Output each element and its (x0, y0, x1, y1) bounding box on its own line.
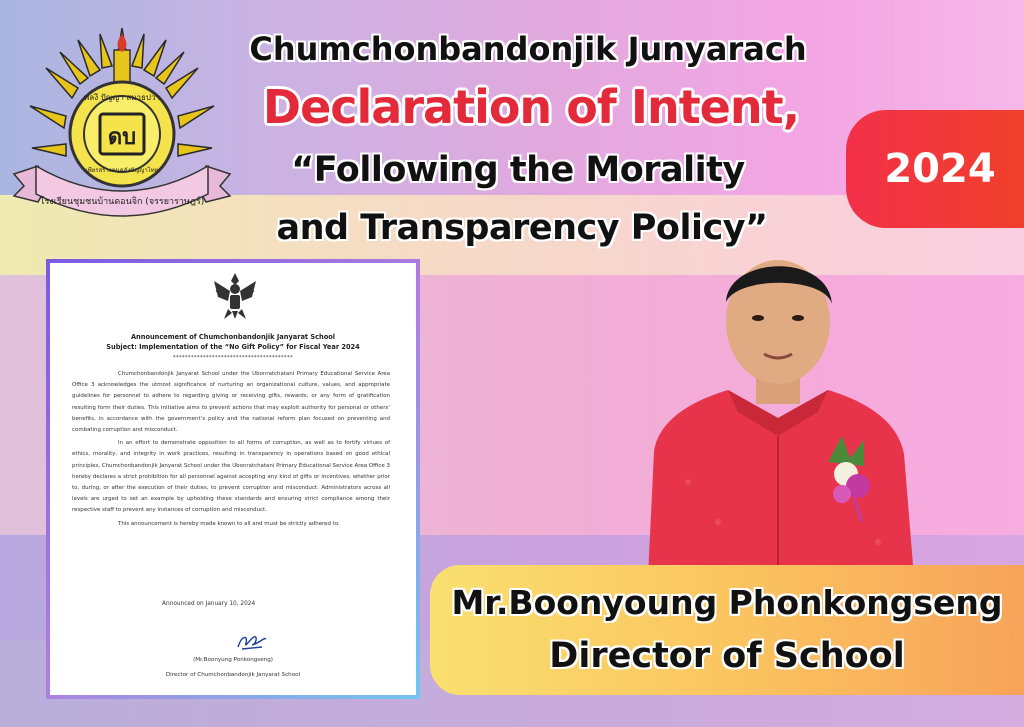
declaration-headline: Declaration of Intent, (262, 80, 800, 134)
logo-ribbon-text: โรงเรียนชุมชนบ้านดอนจิก (จรรยาราษฎร์) (39, 197, 205, 207)
director-portrait (628, 222, 928, 577)
document-body (72, 369, 390, 532)
logo-motto: เพียรสร้างคนคลังปัญญาไทย (85, 167, 159, 174)
announcement-document-frame (46, 259, 420, 699)
director-name: Mr.Boonyoung Phonkongseng (451, 583, 1003, 622)
director-role: Director of School (549, 636, 905, 676)
document-signer-title: Director of Chumchonbandonjik Janyarat School (165, 672, 301, 678)
announcement-document (50, 263, 416, 695)
logo-emblem-text: ดบ (107, 125, 137, 150)
year-text: 2024 (884, 146, 996, 192)
signature-image (232, 631, 272, 653)
document-signer-name: (Mr.Boonyung Ponkongseng) (193, 657, 273, 663)
garuda-emblem-icon (212, 271, 258, 321)
school-name-title: Chumchonbandonjik Junyarach (249, 30, 807, 68)
school-logo (8, 24, 236, 224)
policy-title-line1: “Following the Morality (291, 150, 745, 190)
document-subject: Subject: Implementation of the “No Gift Policy” for Fiscal Year 2024 (106, 343, 360, 351)
policy-title-line2: and Transparency Policy” (276, 208, 768, 248)
document-paragraph: This announcement is hereby made known to all and must be strictly adhered to. (118, 520, 340, 527)
year-badge (846, 110, 1024, 228)
document-paragraph: Chumchonbandonjik Janyarat School under the Ubonratchatani Primary Educational Service Area Office 3 acknowledges the utmost significance of nurturing an organizational culture, values, and appropriate guidelines for personnel to adhere to regarding giving or receiving gifts, rewards, or any form of gratification resulting form their duties. This initiative aims to prevent actions that may exploit authority for personal or others’ benefits, in accordance with the government’s policy and the national reform plan focused on preventing and combating corruption and misconduct. (72, 371, 390, 434)
document-announced-date: Announced on January 10, 2024 (162, 601, 256, 607)
document-heading: Announcement of Chumchonbandonjik Janyarat School (130, 333, 336, 341)
document-separator: **************************************** (173, 355, 293, 361)
document-paragraph: In an effort to demonstrate opposition to all forms of corruption, as well as to fortify virtues of ethics, morality, and integrity in work practices, resulting in transparency in operations based on good ethical principles, Chumchonbandonjik Janyarat School under the Ubonratchatani Primary Educational Service Area Office 3 hereby declares a strict prohibition for all personnel against accepting any kind of gifts or incentives, whether prior to, during, or after the execution of their duties, to prevent corruption and misconduct. Administrators across all levels are urged to set an example by upholding these standards and ensuring strict compliance among their respective staff to prevent any instances of corruption and misconduct. (72, 440, 390, 514)
logo-top-text: พลงี ปัญญา สมาธปวา (84, 93, 160, 102)
